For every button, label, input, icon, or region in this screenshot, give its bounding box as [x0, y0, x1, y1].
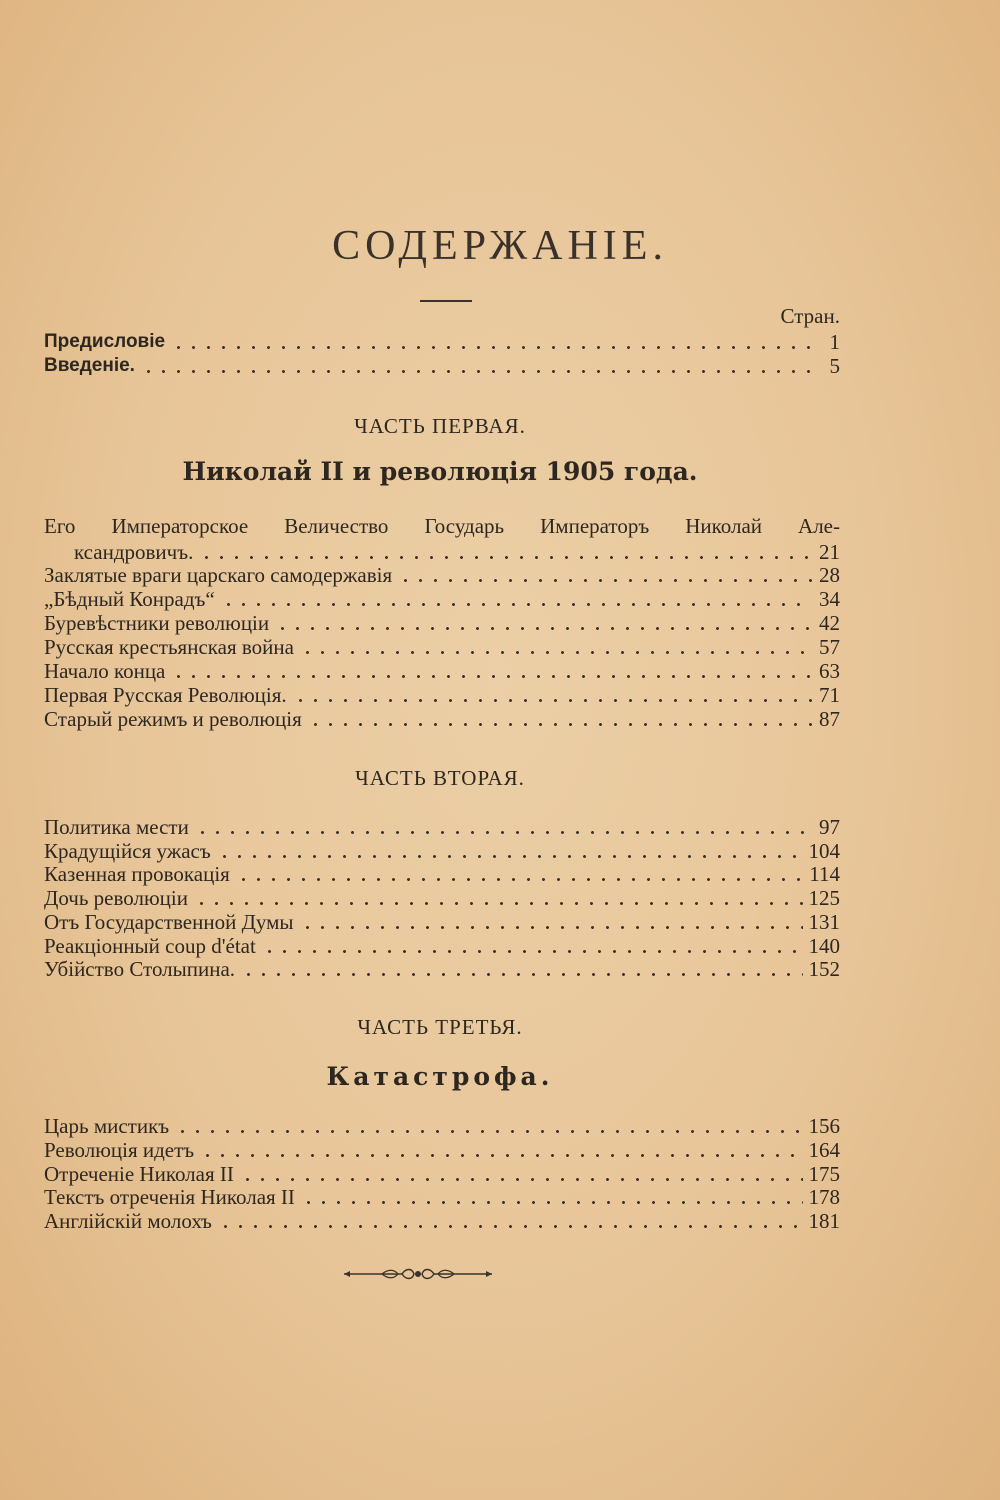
leader-dots [308, 723, 812, 726]
toc-entry[interactable] [44, 659, 840, 683]
toc-entry-label: Начало конца [44, 659, 166, 683]
leader-dots [300, 651, 812, 654]
toc-entry-page: 21 [819, 540, 840, 564]
leader-dots [171, 346, 812, 349]
toc-entry-page: 131 [808, 910, 840, 934]
toc-entry-label: „Бѣдный Конрадъ“ [44, 587, 215, 611]
toc-entry-page: 152 [808, 957, 840, 981]
toc-entry-page: 28 [819, 563, 840, 587]
toc-entry[interactable] [44, 815, 840, 839]
toc-entry-label: Революція идетъ [44, 1138, 195, 1162]
toc-entry-page: 87 [819, 707, 840, 731]
title-rule [420, 300, 472, 302]
part-three-title: Катастрофа. [326, 1062, 554, 1091]
leader-dots [195, 831, 812, 834]
leader-dots [194, 902, 803, 905]
toc-entry-label: Старый режимъ и революція [44, 707, 302, 731]
toc-entry[interactable] [44, 563, 840, 587]
leader-dots [241, 973, 802, 976]
leader-dots [262, 950, 803, 953]
leader-dots [240, 1178, 803, 1181]
toc-entry[interactable] [44, 707, 840, 731]
toc-entry[interactable] [44, 1114, 840, 1138]
toc-entry[interactable] [44, 683, 840, 707]
toc-entry-page: 178 [808, 1185, 840, 1209]
toc-entry-page: 114 [809, 862, 840, 886]
toc-entry-page: 71 [819, 683, 840, 707]
part-three-heading: ЧАСТЬ ТРЕТЬЯ. [357, 1015, 523, 1039]
toc-entry-page: 140 [808, 934, 840, 958]
toc-entry[interactable] [44, 957, 840, 981]
toc-entry-label: Текстъ отреченія Николая II [44, 1185, 295, 1209]
toc-entry-label: Заклятые враги царскаго самодержавія [44, 563, 393, 587]
toc-entry-page: 1 [829, 330, 840, 354]
leader-dots [300, 926, 803, 929]
part-two-heading: ЧАСТЬ ВТОРАЯ. [355, 766, 525, 790]
leader-dots [398, 579, 812, 582]
toc-entry[interactable] [44, 1162, 840, 1186]
toc-entry-label: Англійскій молохъ [44, 1209, 212, 1233]
toc-entry-label: Реакціонный coup d'état [44, 934, 256, 958]
toc-entry[interactable] [44, 862, 840, 886]
toc-entry[interactable] [44, 886, 840, 910]
toc-entry-page: 104 [808, 839, 840, 863]
toc-entry-label: Буревѣстники революціи [44, 611, 270, 635]
toc-entry[interactable] [44, 330, 840, 354]
toc-entry-page: 63 [819, 659, 840, 683]
toc-entry[interactable] [44, 611, 840, 635]
toc-entry-label: ксандровичъ. [74, 540, 194, 564]
vignette-ornament-icon [342, 1266, 494, 1282]
toc-entry-page: 125 [808, 886, 840, 910]
toc-entry-page: 181 [808, 1209, 840, 1233]
toc-entry-label: Предисловіе [44, 331, 166, 352]
toc-entry-page: 175 [808, 1162, 840, 1186]
toc-entry-label: Первая Русская Революція. [44, 683, 287, 707]
toc-entry-label: Царь мистикъ [44, 1114, 170, 1138]
toc-entry[interactable] [44, 839, 840, 863]
page-column-label: Стран. [780, 304, 840, 328]
toc-entry[interactable] [44, 1185, 840, 1209]
leader-dots [218, 1225, 803, 1228]
leader-dots [175, 1130, 802, 1133]
toc-entry-first-line[interactable]: Его Императорское Величество Государь Императоръ Николай Але- [44, 514, 840, 538]
toc-entry-page: 5 [829, 354, 840, 378]
leader-dots [236, 878, 803, 881]
toc-entry-label: Отъ Государственной Думы [44, 910, 294, 934]
leader-dots [141, 370, 812, 373]
toc-entry-label: Русская крестьянская война [44, 635, 294, 659]
toc-entry-page: 57 [819, 635, 840, 659]
leader-dots [301, 1201, 803, 1204]
part-one-title: Николай II и революція 1905 года. [182, 457, 698, 486]
toc-entry[interactable] [44, 587, 840, 611]
toc-entry[interactable] [44, 635, 840, 659]
toc-entry-label: Крадущійся ужасъ [44, 839, 211, 863]
toc-entry-label: Введеніе. [44, 355, 135, 376]
toc-entry[interactable] [44, 354, 840, 378]
toc-entry-page: 164 [808, 1138, 840, 1162]
toc-entry-label: Политика мести [44, 815, 189, 839]
toc-entry-label: Убійство Столыпина. [44, 957, 236, 981]
toc-entry[interactable] [44, 934, 840, 958]
toc-entry[interactable] [44, 540, 840, 564]
toc-entry-label: Казенная провокація [44, 862, 230, 886]
toc-entry-page: 34 [819, 587, 840, 611]
leader-dots [221, 603, 812, 606]
toc-entry-page: 42 [819, 611, 840, 635]
toc-entry-label: Дочь революціи [44, 886, 188, 910]
leader-dots [293, 699, 812, 702]
toc-entry-label: Отреченіе Николая II [44, 1162, 234, 1186]
leader-dots [200, 1154, 802, 1157]
toc-entry[interactable] [44, 910, 840, 934]
toc-entry[interactable] [44, 1138, 840, 1162]
leader-dots [171, 675, 812, 678]
part-one-heading: ЧАСТЬ ПЕРВАЯ. [354, 414, 526, 438]
leader-dots [199, 556, 812, 559]
page-title: СОДЕРЖАНІЕ. [332, 223, 668, 269]
leader-dots [275, 627, 812, 630]
toc-entry-page: 156 [808, 1114, 840, 1138]
leader-dots [217, 855, 803, 858]
toc-entry-page: 97 [819, 815, 840, 839]
toc-entry[interactable] [44, 1209, 840, 1233]
